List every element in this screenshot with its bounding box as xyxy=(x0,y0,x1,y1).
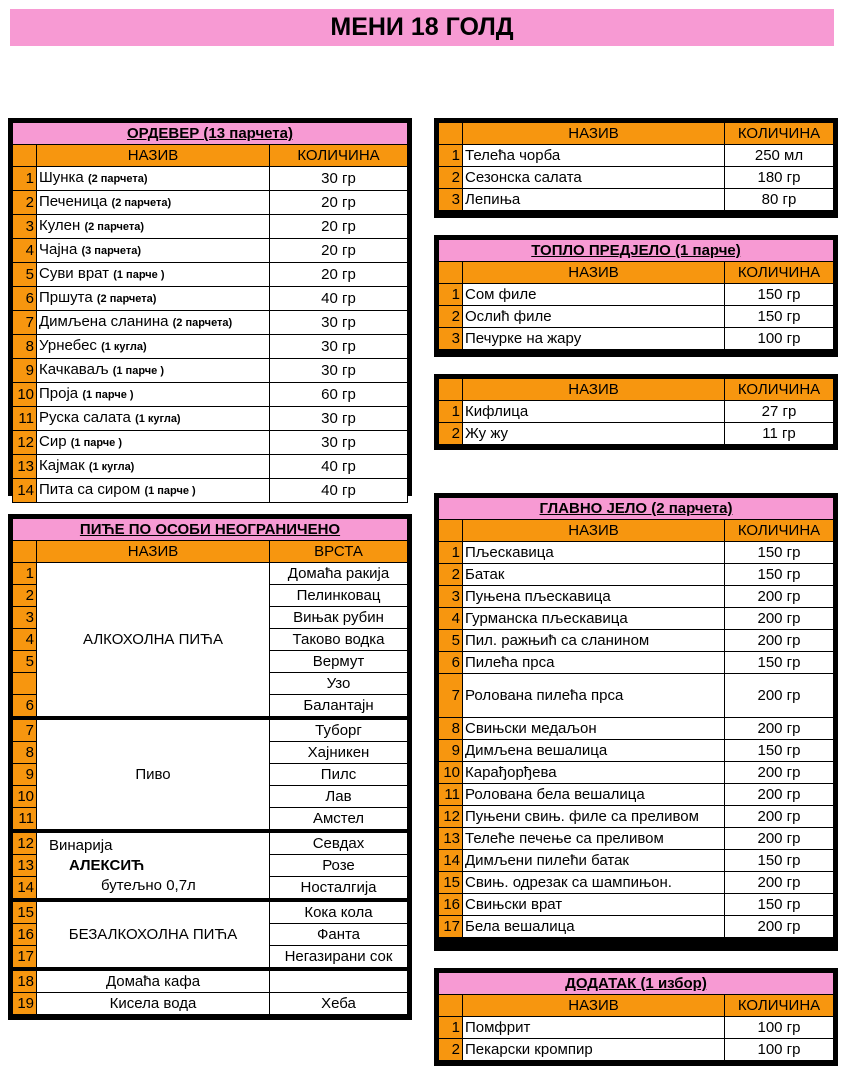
item-name: Ролована бела вешалица xyxy=(463,784,725,806)
item-name: Карађорђева xyxy=(463,762,725,784)
item-qty: 150 гр xyxy=(725,306,834,328)
row-number: 17 xyxy=(13,946,37,970)
item-name: Помфрит xyxy=(463,1017,725,1039)
table-row xyxy=(439,652,834,674)
row-number: 3 xyxy=(439,586,463,608)
table-row xyxy=(13,969,408,993)
pastry-table xyxy=(438,378,834,445)
item-name: Кулен (2 парчета) xyxy=(37,215,270,239)
row-number: 2 xyxy=(439,306,463,328)
item-name: Печеница (2 парчета) xyxy=(37,191,270,215)
row-number: 1 xyxy=(439,542,463,564)
item-note: (1 парче ) xyxy=(113,269,165,281)
item-name: Гурманска пљескавица xyxy=(463,608,725,630)
row-number: 15 xyxy=(13,900,37,924)
row-number: 12 xyxy=(13,431,37,455)
item-qty: 200 гр xyxy=(725,608,834,630)
item-name: Свињски врат xyxy=(463,894,725,916)
row-number: 7 xyxy=(439,674,463,718)
appetizer-section xyxy=(8,118,412,499)
table-row xyxy=(439,401,834,423)
table-row xyxy=(439,542,834,564)
drink-type xyxy=(270,969,408,993)
item-note: (1 парче ) xyxy=(112,365,164,377)
item-name: Димљена сланина (2 парчета) xyxy=(37,311,270,335)
item-qty: 30 гр xyxy=(270,311,408,335)
item-qty: 200 гр xyxy=(725,762,834,784)
item-name: Бела вешалица xyxy=(463,916,725,938)
table-row xyxy=(439,564,834,586)
row-number: 16 xyxy=(439,894,463,916)
soup-section xyxy=(434,118,838,218)
drink-type: Розе xyxy=(270,855,408,877)
row-number: 18 xyxy=(13,969,37,993)
row-number: 5 xyxy=(439,630,463,652)
table-row xyxy=(439,423,834,445)
appetizer-title: ОРДЕВЕР (13 парчета) xyxy=(13,123,408,145)
row-number: 1 xyxy=(439,284,463,306)
drink-type: Таково водка xyxy=(270,629,408,651)
drink-group-label xyxy=(37,831,270,900)
drink-type: Амстел xyxy=(270,808,408,832)
table-row xyxy=(439,630,834,652)
table-row xyxy=(439,306,834,328)
row-number: 1 xyxy=(13,167,37,191)
row-number: 2 xyxy=(439,167,463,189)
item-name: Пил. ражњић са сланином xyxy=(463,630,725,652)
item-qty: 200 гр xyxy=(725,586,834,608)
row-number: 14 xyxy=(439,850,463,872)
row-number: 8 xyxy=(13,335,37,359)
table-row xyxy=(439,894,834,916)
item-name: Сир (1 парче ) xyxy=(37,431,270,455)
item-name: Урнебес (1 кугла) xyxy=(37,335,270,359)
drink-type: Балантајн xyxy=(270,695,408,719)
item-name: Пилећа прса xyxy=(463,652,725,674)
table-row xyxy=(439,284,834,306)
item-qty: 150 гр xyxy=(725,542,834,564)
drink-type: Пелинковац xyxy=(270,585,408,607)
table-row xyxy=(13,993,408,1015)
item-note: (3 парчета) xyxy=(81,245,142,257)
row-number: 17 xyxy=(439,916,463,938)
table-row xyxy=(13,455,408,479)
item-note: (2 парчета) xyxy=(172,317,233,329)
row-number: 6 xyxy=(13,695,37,719)
drink-type: Хеба xyxy=(270,993,408,1015)
row-number: 19 xyxy=(13,993,37,1015)
row-number: 2 xyxy=(439,1039,463,1061)
row-number: 3 xyxy=(13,215,37,239)
row-number: 4 xyxy=(439,608,463,630)
table-row xyxy=(439,916,834,938)
row-number: 10 xyxy=(13,383,37,407)
item-qty: 30 гр xyxy=(270,359,408,383)
wine-bottle-size: бутељно 0,7л xyxy=(101,876,196,894)
table-row xyxy=(13,431,408,455)
item-qty: 200 гр xyxy=(725,828,834,850)
table-row xyxy=(439,740,834,762)
table-row xyxy=(13,359,408,383)
table-row xyxy=(13,383,408,407)
drinks-col-name: НАЗИВ xyxy=(37,541,270,563)
row-number xyxy=(13,673,37,695)
table-row xyxy=(439,762,834,784)
item-qty: 30 гр xyxy=(270,335,408,359)
row-number: 11 xyxy=(439,784,463,806)
row-number: 14 xyxy=(13,479,37,503)
item-qty: 20 гр xyxy=(270,215,408,239)
item-qty: 200 гр xyxy=(725,872,834,894)
table-row xyxy=(13,263,408,287)
drink-type: Носталгија xyxy=(270,877,408,901)
item-name: Руска салата (1 кугла) xyxy=(37,407,270,431)
row-number: 13 xyxy=(439,828,463,850)
item-note: (1 парче ) xyxy=(82,389,134,401)
table-row xyxy=(13,900,408,924)
row-number: 5 xyxy=(13,651,37,673)
row-number: 12 xyxy=(13,831,37,855)
table-row xyxy=(439,1039,834,1061)
main-table xyxy=(438,497,834,938)
item-note: (2 парчета) xyxy=(84,221,145,233)
item-name: Чајна (3 парчета) xyxy=(37,239,270,263)
item-qty: 20 гр xyxy=(270,191,408,215)
drink-type: Домаћа ракија xyxy=(270,563,408,585)
item-qty: 100 гр xyxy=(725,328,834,350)
item-name: Батак xyxy=(463,564,725,586)
drinks-title: ПИЋЕ ПО ОСОБИ НЕОГРАНИЧЕНО xyxy=(13,519,408,541)
table-row xyxy=(13,215,408,239)
row-number: 14 xyxy=(13,877,37,901)
item-qty: 200 гр xyxy=(725,674,834,718)
row-number: 11 xyxy=(13,808,37,832)
table-row xyxy=(13,563,408,585)
row-number: 4 xyxy=(13,239,37,263)
item-name: Лепиња xyxy=(463,189,725,211)
row-number: 10 xyxy=(13,786,37,808)
item-qty: 180 гр xyxy=(725,167,834,189)
item-name: Кајмак (1 кугла) xyxy=(37,455,270,479)
drinks-table xyxy=(12,518,408,1015)
item-name: Печурке на жару xyxy=(463,328,725,350)
row-number: 12 xyxy=(439,806,463,828)
drink-type: Хајникен xyxy=(270,742,408,764)
item-qty: 80 гр xyxy=(725,189,834,211)
table-row xyxy=(13,287,408,311)
table-row xyxy=(13,239,408,263)
main-section xyxy=(434,493,838,951)
table-row xyxy=(439,674,834,718)
soup-col-qty: КОЛИЧИНА xyxy=(725,123,834,145)
table-row xyxy=(439,145,834,167)
page-title: МЕНИ 18 ГОЛД xyxy=(330,13,514,41)
drink-name: Домаћа кафа xyxy=(37,969,270,993)
row-number: 3 xyxy=(439,328,463,350)
item-name: Качкаваљ (1 парче ) xyxy=(37,359,270,383)
table-row xyxy=(439,872,834,894)
item-name: Телеће печење са преливом xyxy=(463,828,725,850)
item-name: Свињ. одрезак са шампињон. xyxy=(463,872,725,894)
item-name: Пита са сиром (1 парче ) xyxy=(37,479,270,503)
extra-col-name: НАЗИВ xyxy=(463,995,725,1017)
item-qty: 30 гр xyxy=(270,407,408,431)
appetizer-col-name: НАЗИВ xyxy=(37,145,270,167)
table-row xyxy=(13,191,408,215)
item-note: (2 парчета) xyxy=(96,293,157,305)
item-note: (1 парче ) xyxy=(70,437,123,449)
row-number: 11 xyxy=(13,407,37,431)
item-qty: 40 гр xyxy=(270,287,408,311)
row-number: 2 xyxy=(439,564,463,586)
extra-col-qty: КОЛИЧИНА xyxy=(725,995,834,1017)
row-number: 15 xyxy=(439,872,463,894)
drinks-section xyxy=(8,514,412,1020)
row-number: 1 xyxy=(13,563,37,585)
item-qty: 20 гр xyxy=(270,239,408,263)
row-number: 2 xyxy=(439,423,463,445)
row-number: 16 xyxy=(13,924,37,946)
drink-type: Севдах xyxy=(270,831,408,855)
item-qty: 150 гр xyxy=(725,564,834,586)
item-note: (1 кугла) xyxy=(88,461,135,473)
item-qty: 150 гр xyxy=(725,894,834,916)
table-row xyxy=(439,718,834,740)
row-number: 6 xyxy=(439,652,463,674)
page-title-bar xyxy=(10,9,834,46)
row-number: 9 xyxy=(439,740,463,762)
item-name: Пуњени свињ. филе са преливом xyxy=(463,806,725,828)
item-qty: 60 гр xyxy=(270,383,408,407)
item-name: Телећа чорба xyxy=(463,145,725,167)
item-name: Пуњена пљескавица xyxy=(463,586,725,608)
drink-type: Лав xyxy=(270,786,408,808)
item-qty: 40 гр xyxy=(270,455,408,479)
drink-type: Кока кола xyxy=(270,900,408,924)
table-row xyxy=(439,189,834,211)
drink-type: Вињак рубин xyxy=(270,607,408,629)
drink-group-label: АЛКОХОЛНА ПИЋА xyxy=(37,563,270,719)
item-qty: 100 гр xyxy=(725,1039,834,1061)
item-qty: 200 гр xyxy=(725,806,834,828)
row-number: 2 xyxy=(13,585,37,607)
row-number: 5 xyxy=(13,263,37,287)
drink-type: Пилс xyxy=(270,764,408,786)
extra-title: ДОДАТАК (1 избор) xyxy=(439,973,834,995)
table-row xyxy=(439,586,834,608)
main-col-name: НАЗИВ xyxy=(463,520,725,542)
table-row xyxy=(13,718,408,742)
item-name: Пљескавица xyxy=(463,542,725,564)
row-number: 1 xyxy=(439,401,463,423)
table-row xyxy=(13,831,408,855)
item-qty: 20 гр xyxy=(270,263,408,287)
drink-group-label: Пиво xyxy=(37,718,270,831)
item-qty: 150 гр xyxy=(725,850,834,872)
extra-section xyxy=(434,968,838,1066)
table-row xyxy=(13,407,408,431)
warm-table xyxy=(438,239,834,350)
table-row xyxy=(439,608,834,630)
row-number: 9 xyxy=(13,359,37,383)
item-note: (2 парчета) xyxy=(87,173,148,185)
row-number: 6 xyxy=(13,287,37,311)
winery-label: Винарија xyxy=(49,836,113,854)
drink-type: Вермут xyxy=(270,651,408,673)
table-row xyxy=(439,850,834,872)
row-number: 8 xyxy=(439,718,463,740)
drink-type: Негазирани сок xyxy=(270,946,408,970)
item-qty: 30 гр xyxy=(270,431,408,455)
row-number: 13 xyxy=(13,455,37,479)
soup-col-name: НАЗИВ xyxy=(463,123,725,145)
table-row xyxy=(13,335,408,359)
item-name: Суви врат (1 парче ) xyxy=(37,263,270,287)
item-name: Шунка (2 парчета) xyxy=(37,167,270,191)
table-row xyxy=(439,828,834,850)
item-qty: 100 гр xyxy=(725,1017,834,1039)
item-qty: 200 гр xyxy=(725,630,834,652)
warm-section xyxy=(434,235,838,357)
item-name: Пршута (2 парчета) xyxy=(37,287,270,311)
table-row xyxy=(13,311,408,335)
item-name: Сом филе xyxy=(463,284,725,306)
row-number: 3 xyxy=(13,607,37,629)
drink-name: Кисела вода xyxy=(37,993,270,1015)
item-name: Димљени пилећи батак xyxy=(463,850,725,872)
drink-type: Узо xyxy=(270,673,408,695)
warm-col-name: НАЗИВ xyxy=(463,262,725,284)
item-name: Ролована пилећа прса xyxy=(463,674,725,718)
item-qty: 27 гр xyxy=(725,401,834,423)
item-note: (2 парчета) xyxy=(111,197,172,209)
main-col-qty: КОЛИЧИНА xyxy=(725,520,834,542)
winery-name: АЛЕКСИЋ xyxy=(69,856,145,874)
row-number: 7 xyxy=(13,718,37,742)
row-number: 3 xyxy=(439,189,463,211)
row-number: 10 xyxy=(439,762,463,784)
appetizer-table xyxy=(12,122,408,503)
row-number: 8 xyxy=(13,742,37,764)
table-row xyxy=(439,328,834,350)
item-note: (1 кугла) xyxy=(135,413,181,425)
warm-col-qty: КОЛИЧИНА xyxy=(725,262,834,284)
item-name: Димљена вешалица xyxy=(463,740,725,762)
item-qty: 150 гр xyxy=(725,740,834,762)
item-qty: 11 гр xyxy=(725,423,834,445)
item-qty: 200 гр xyxy=(725,916,834,938)
pastry-section xyxy=(434,374,838,450)
drink-type: Туборг xyxy=(270,718,408,742)
item-qty: 200 гр xyxy=(725,718,834,740)
drink-group-label: БЕЗАЛКОХОЛНА ПИЋА xyxy=(37,900,270,969)
table-row xyxy=(13,479,408,503)
item-name: Пекарски кромпир xyxy=(463,1039,725,1061)
row-number: 13 xyxy=(13,855,37,877)
table-row xyxy=(439,1017,834,1039)
drinks-col-type: ВРСТА xyxy=(270,541,408,563)
drink-type: Фанта xyxy=(270,924,408,946)
item-name: Сезонска салата xyxy=(463,167,725,189)
item-qty: 150 гр xyxy=(725,652,834,674)
item-name: Ослић филе xyxy=(463,306,725,328)
item-name: Кифлица xyxy=(463,401,725,423)
table-row xyxy=(439,806,834,828)
table-row xyxy=(439,167,834,189)
item-qty: 150 гр xyxy=(725,284,834,306)
warm-title: ТОПЛО ПРЕДЈЕЛО (1 парче) xyxy=(439,240,834,262)
main-title: ГЛАВНО ЈЕЛО (2 парчета) xyxy=(439,498,834,520)
item-name: Проја (1 парче ) xyxy=(37,383,270,407)
row-number: 1 xyxy=(439,1017,463,1039)
pastry-col-name: НАЗИВ xyxy=(463,379,725,401)
table-row xyxy=(13,167,408,191)
soup-table xyxy=(438,122,834,211)
table-row xyxy=(439,784,834,806)
item-qty: 250 мл xyxy=(725,145,834,167)
appetizer-col-qty: КОЛИЧИНА xyxy=(270,145,408,167)
pastry-col-qty: КОЛИЧИНА xyxy=(725,379,834,401)
extra-table xyxy=(438,972,834,1061)
item-qty: 40 гр xyxy=(270,479,408,503)
item-name: Свињски медаљон xyxy=(463,718,725,740)
item-qty: 30 гр xyxy=(270,167,408,191)
row-number: 2 xyxy=(13,191,37,215)
row-number: 4 xyxy=(13,629,37,651)
row-number: 1 xyxy=(439,145,463,167)
item-name: Жу жу xyxy=(463,423,725,445)
item-qty: 200 гр xyxy=(725,784,834,806)
row-number: 9 xyxy=(13,764,37,786)
item-note: (1 парче ) xyxy=(144,485,196,497)
row-number: 7 xyxy=(13,311,37,335)
item-note: (1 кугла) xyxy=(101,341,147,353)
